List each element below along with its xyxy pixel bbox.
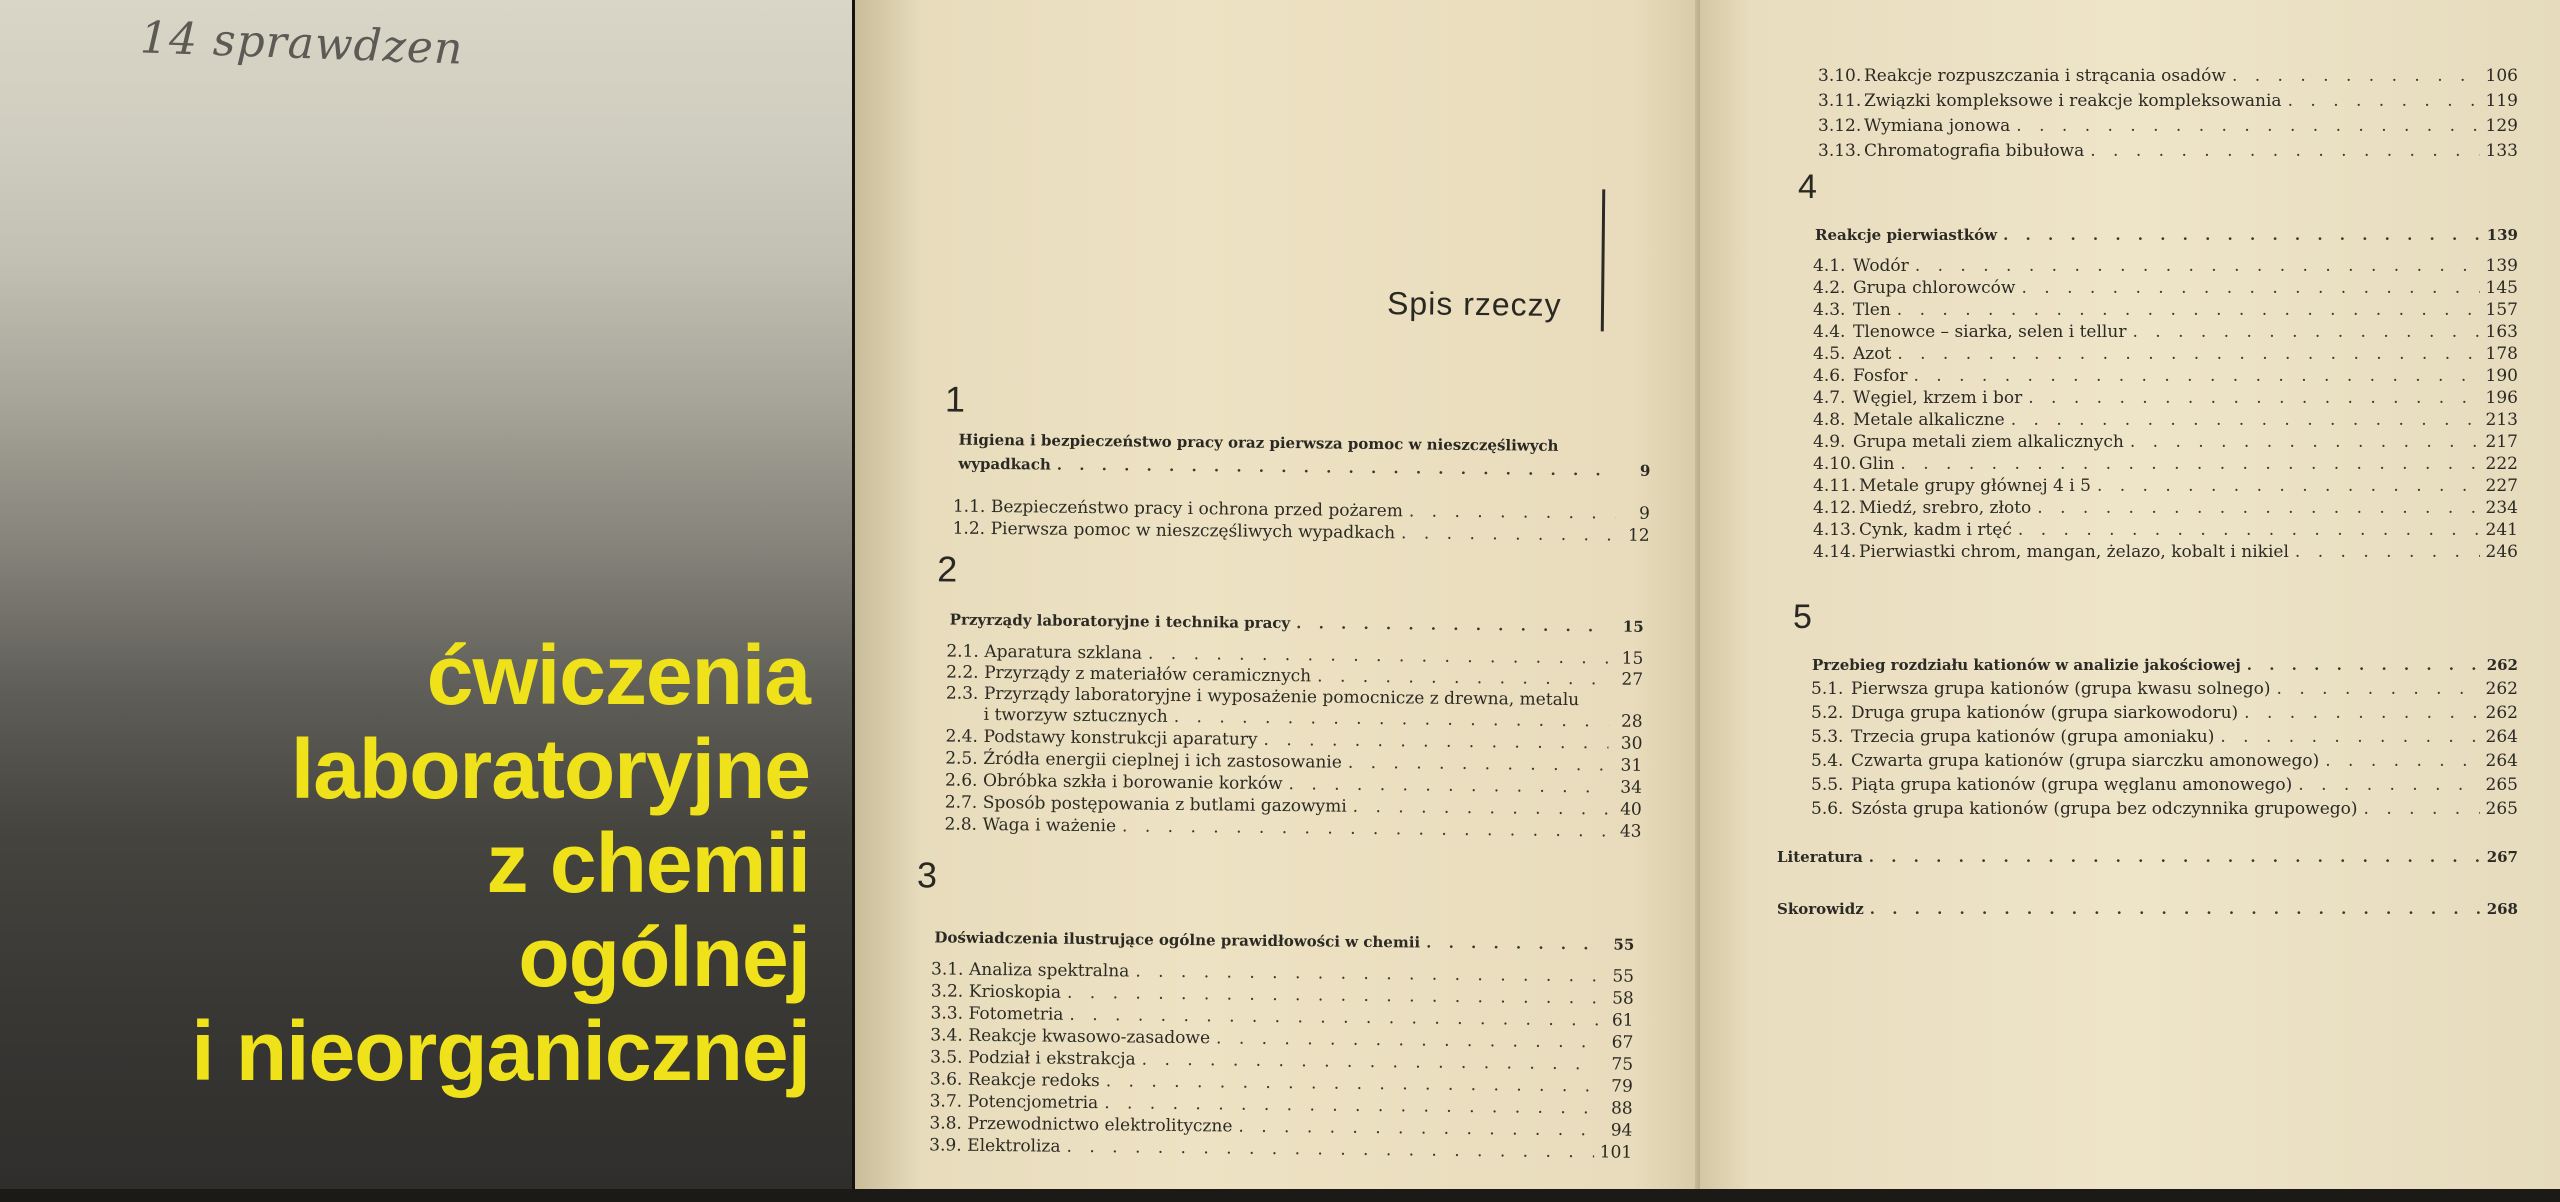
toc-entry: 4.12. Miedź, srebro, złoto . . . 234 bbox=[1813, 498, 2518, 518]
toc-entry: 5.5. Piąta grupa kationów (grupa węglanu amonowego) . . . 265 bbox=[1811, 775, 2518, 795]
heading-rule bbox=[1601, 189, 1605, 331]
cover-title-line: z chemii bbox=[486, 816, 810, 910]
toc-entry: 4.7. Węgiel, krzem i bor . . . 196 bbox=[1813, 388, 2518, 408]
toc-entry: 4.8. Metale alkaliczne . . . 213 bbox=[1813, 410, 2518, 430]
chapter-number: 1 bbox=[944, 378, 966, 420]
toc-entry: 3.2. Krioskopia . . . 58 bbox=[931, 981, 1634, 1008]
toc-entry: 2.2. Przyrządy z materiałów ceramicznych . . . 27 bbox=[946, 663, 1643, 690]
toc-entry: 4.14. Pierwiastki chrom, mangan, żelazo, kobalt i nikiel . . . 246 bbox=[1813, 542, 2518, 562]
toc-entry: 3.8. Przewodnictwo elektrolityczne . . . 94 bbox=[929, 1113, 1632, 1140]
toc-entry: 1.2. Pierwsza pomoc w nieszczęśliwych wypadkach . . . 12 bbox=[953, 519, 1650, 546]
toc-entry: 2.7. Sposób postępowania z butlami gazowymi . . . 40 bbox=[945, 793, 1642, 820]
toc-entry: 2.5. Źródła energii cieplnej i ich zastosowanie . . . 31 bbox=[945, 749, 1642, 776]
toc-entry: Przyrządy laboratoryjne i technika pracy . . . 15 bbox=[950, 611, 1644, 636]
toc-entry: 4.5. Azot . . . 178 bbox=[1813, 344, 2518, 364]
toc-entry: 2.1. Aparatura szklana . . . 15 bbox=[946, 642, 1643, 669]
chapter-number: 5 bbox=[1793, 598, 1812, 636]
chapter-title: Higiena i bezpieczeństwo pracy oraz pierwsza pomoc w nieszczęśliwych bbox=[958, 430, 1559, 455]
toc-entry: 4.3. Tlen . . . 157 bbox=[1813, 300, 2518, 320]
toc-entry: 3.10. Reakcje rozpuszczania i strącania osadów . . . 106 bbox=[1818, 66, 2518, 86]
toc-entry: 4.6. Fosfor . . . 190 bbox=[1813, 366, 2518, 386]
cover-title-line: laboratoryjne bbox=[290, 722, 810, 816]
cover-title-line: ćwiczenia bbox=[426, 628, 810, 722]
toc-entry: 3.7. Potencjometria . . . 88 bbox=[930, 1091, 1633, 1118]
toc-entry: 3.4. Reakcje kwasowo-zasadowe . . . 67 bbox=[930, 1025, 1633, 1052]
cover-title-line: ogólnej bbox=[518, 910, 810, 1004]
toc-entry: 4.4. Tlenowce – siarka, selen i tellur . . . 163 bbox=[1813, 322, 2518, 342]
toc-entry: 2.4. Podstawy konstrukcji aparatury . . . 30 bbox=[945, 727, 1642, 754]
toc-entry: 5.1. Pierwsza grupa kationów (grupa kwasu solnego) . . . 262 bbox=[1811, 679, 2518, 699]
toc-entry: 3.13. Chromatografia bibułowa . . . 133 bbox=[1818, 141, 2518, 161]
toc-entry: Literatura . . . 267 bbox=[1777, 848, 2518, 866]
toc-entry: wypadkach . . . 9 bbox=[958, 455, 1650, 480]
toc-entry: 5.6. Szósta grupa kationów (grupa bez odczynnika grupowego) . . . 265 bbox=[1811, 799, 2518, 819]
toc-entry: 4.11. Metale grupy głównej 4 i 5 . . . 227 bbox=[1813, 476, 2518, 496]
toc-entry: 5.2. Druga grupa kationów (grupa siarkowodoru) . . . 262 bbox=[1811, 703, 2518, 723]
toc-entry: 3.6. Reakcje redoks . . . 79 bbox=[930, 1069, 1633, 1096]
toc-entry: 3.12. Wymiana jonowa . . . 129 bbox=[1818, 116, 2518, 136]
toc-entry: 2.6. Obróbka szkła i borowanie korków . . . 34 bbox=[945, 771, 1642, 798]
chapter-number: 4 bbox=[1798, 168, 1817, 206]
toc-entry: i tworzyw sztucznych . . . 28 bbox=[984, 705, 1643, 732]
toc-entry: Reakcje pierwiastków . . . 139 bbox=[1815, 226, 2518, 244]
toc-entry: Skorowidz . . . 268 bbox=[1777, 900, 2518, 918]
cover-title-line: i nieorganicznej bbox=[191, 1004, 810, 1098]
toc-entry: 4.2. Grupa chlorowców . . . 145 bbox=[1813, 278, 2518, 298]
handwritten-note: 14 sprawdzen bbox=[139, 12, 465, 75]
toc-entry: 4.1. Wodór . . . 139 bbox=[1813, 256, 2518, 276]
toc-entry: 1.1. Bezpieczeństwo pracy i ochrona przed pożarem . . . 9 bbox=[953, 497, 1650, 524]
toc-entry: 5.4. Czwarta grupa kationów (grupa siarczku amonowego) . . . 264 bbox=[1811, 751, 2518, 771]
toc-entry: 4.9. Grupa metali ziem alkalicznych . . . 217 bbox=[1813, 432, 2518, 452]
toc-entry: Przebieg rozdziału kationów w analizie jakościowej . . . 262 bbox=[1812, 656, 2518, 674]
toc-entry: 4.13. Cynk, kadm i rtęć . . . 241 bbox=[1813, 520, 2518, 540]
toc-entry: 3.3. Fotometria . . . 61 bbox=[930, 1003, 1633, 1030]
toc-entry: 3.1. Analiza spektralna . . . 55 bbox=[931, 959, 1634, 986]
toc-entry: 4.10. Glin . . . 222 bbox=[1813, 454, 2518, 474]
toc-entry: 3.5. Podział i ekstrakcja . . . 75 bbox=[930, 1047, 1633, 1074]
toc-entry: Doświadczenia ilustrujące ogólne prawidłowości w chemii . . . 55 bbox=[934, 928, 1634, 953]
toc-entry: 2.3. Przyrządy laboratoryjne i wyposażenie pomocnicze z drewna, metalu bbox=[945, 683, 1580, 711]
toc-heading: Spis rzeczy bbox=[1386, 285, 1562, 323]
chapter-number: 3 bbox=[916, 854, 938, 896]
chapter-number: 2 bbox=[937, 548, 958, 590]
toc-entry: 3.11. Związki kompleksowe i reakcje kompleksowania . . . 119 bbox=[1818, 91, 2518, 111]
toc-entry: 2.8. Waga i ważenie . . . 43 bbox=[944, 815, 1641, 842]
toc-entry: 3.9. Elektroliza . . . 101 bbox=[929, 1135, 1632, 1162]
toc-entry: 5.3. Trzecia grupa kationów (grupa amoniaku) . . . 264 bbox=[1811, 727, 2518, 747]
